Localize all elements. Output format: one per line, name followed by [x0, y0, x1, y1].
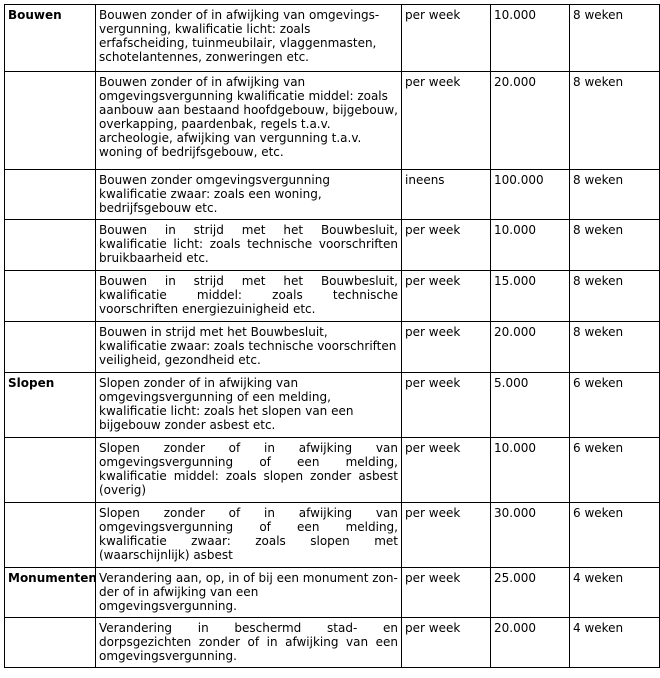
frequency-cell: per week: [402, 220, 491, 271]
table-row: [5, 72, 660, 170]
frequency-cell: ineens: [402, 170, 491, 220]
amount-cell: 25.000: [491, 568, 570, 618]
amount-cell: 5.000: [491, 373, 570, 438]
amount-cell: 20.000: [491, 618, 570, 668]
category-cell: [5, 170, 96, 220]
table-row: [5, 373, 660, 438]
frequency-cell: per week: [402, 271, 491, 322]
frequency-cell: per week: [402, 438, 491, 503]
category-cell: Monumenten: [5, 568, 96, 618]
description-cell: Slopen zonder of in afwijking van omgevingsvergunning of een melding, kwalificatie zwaar: zoals slopen met (waarschijnlijk) asbest: [96, 503, 402, 568]
frequency-cell: per week: [402, 72, 491, 170]
category-cell: [5, 438, 96, 503]
table-row: [5, 322, 660, 373]
category-cell: [5, 271, 96, 322]
description-cell: Bouwen zonder of in afwijking van omgevingsvergunning kwalificatie middel: zoals aanbouw aan bestaand hoofdgebouw, bijgebouw, overkapping, paardenbak, regels t.a.v. archeologie, afwijking van vergunning t.a.v. woning of bedrijfsgebouw, etc.: [96, 72, 402, 170]
description-cell: Bouwen zonder omgevingsvergunning kwalificatie zwaar: zoals een woning, bedrijfsgebouw etc.: [96, 170, 402, 220]
term-cell: 6 weken: [570, 503, 660, 568]
amount-cell: 20.000: [491, 72, 570, 170]
term-cell: 8 weken: [570, 322, 660, 373]
description-cell: Slopen zonder of in afwijking van omgevingsvergunning of een melding, kwalificatie middel: zoals slopen zonder asbest (overig): [96, 438, 402, 503]
category-cell: [5, 72, 96, 170]
frequency-cell: per week: [402, 503, 491, 568]
term-cell: 6 weken: [570, 438, 660, 503]
frequency-cell: per week: [402, 568, 491, 618]
sanctions-table: [4, 4, 660, 668]
table-row: [5, 5, 660, 72]
term-cell: 8 weken: [570, 220, 660, 271]
frequency-cell: per week: [402, 373, 491, 438]
term-cell: 4 weken: [570, 618, 660, 668]
description-cell: Bouwen in strijd met het Bouwbesluit, kwalificatie licht: zoals technische voorschriften bruikbaarheid etc.: [96, 220, 402, 271]
term-cell: 8 weken: [570, 271, 660, 322]
term-cell: 8 weken: [570, 72, 660, 170]
table-row: [5, 271, 660, 322]
term-cell: 8 weken: [570, 170, 660, 220]
description-cell: Verandering aan, op, in of bij een monument zon- der of in afwijking van een omgevingsvergunning.: [96, 568, 402, 618]
table-row: [5, 170, 660, 220]
frequency-cell: per week: [402, 322, 491, 373]
term-cell: 6 weken: [570, 373, 660, 438]
term-cell: 8 weken: [570, 5, 660, 72]
description-cell: Bouwen in strijd met het Bouwbesluit, kwalificatie zwaar: zoals technische voorschriften veiligheid, gezondheid etc.: [96, 322, 402, 373]
amount-cell: 100.000: [491, 170, 570, 220]
table-row: [5, 503, 660, 568]
amount-cell: 30.000: [491, 503, 570, 568]
description-cell: Bouwen zonder of in afwijking van omgevings-vergunning, kwalificatie licht: zoals erfafscheiding, tuinmeubilair, vlaggenmasten, schotelantennes, zonweringen etc.: [96, 5, 402, 72]
amount-cell: 15.000: [491, 271, 570, 322]
table-row: [5, 618, 660, 668]
amount-cell: 20.000: [491, 322, 570, 373]
category-cell: [5, 220, 96, 271]
table-row: [5, 568, 660, 618]
amount-cell: 10.000: [491, 220, 570, 271]
amount-cell: 10.000: [491, 438, 570, 503]
frequency-cell: per week: [402, 618, 491, 668]
category-cell: Bouwen: [5, 5, 96, 72]
category-cell: [5, 322, 96, 373]
category-cell: Slopen: [5, 373, 96, 438]
description-cell: Slopen zonder of in afwijking van omgevingsvergunning of een melding, kwalificatie licht: zoals het slopen van een bijgebouw zonder asbest etc.: [96, 373, 402, 438]
table-row: [5, 438, 660, 503]
frequency-cell: per week: [402, 5, 491, 72]
table-row: [5, 220, 660, 271]
category-cell: [5, 618, 96, 668]
term-cell: 4 weken: [570, 568, 660, 618]
category-cell: [5, 503, 96, 568]
amount-cell: 10.000: [491, 5, 570, 72]
description-cell: Verandering in beschermd stad- en dorpsgezichten zonder of in afwijking van een omgevingsvergunning.: [96, 618, 402, 668]
description-cell: Bouwen in strijd met het Bouwbesluit, kwalificatie middel: zoals technische voorschriften energiezuinigheid etc.: [96, 271, 402, 322]
